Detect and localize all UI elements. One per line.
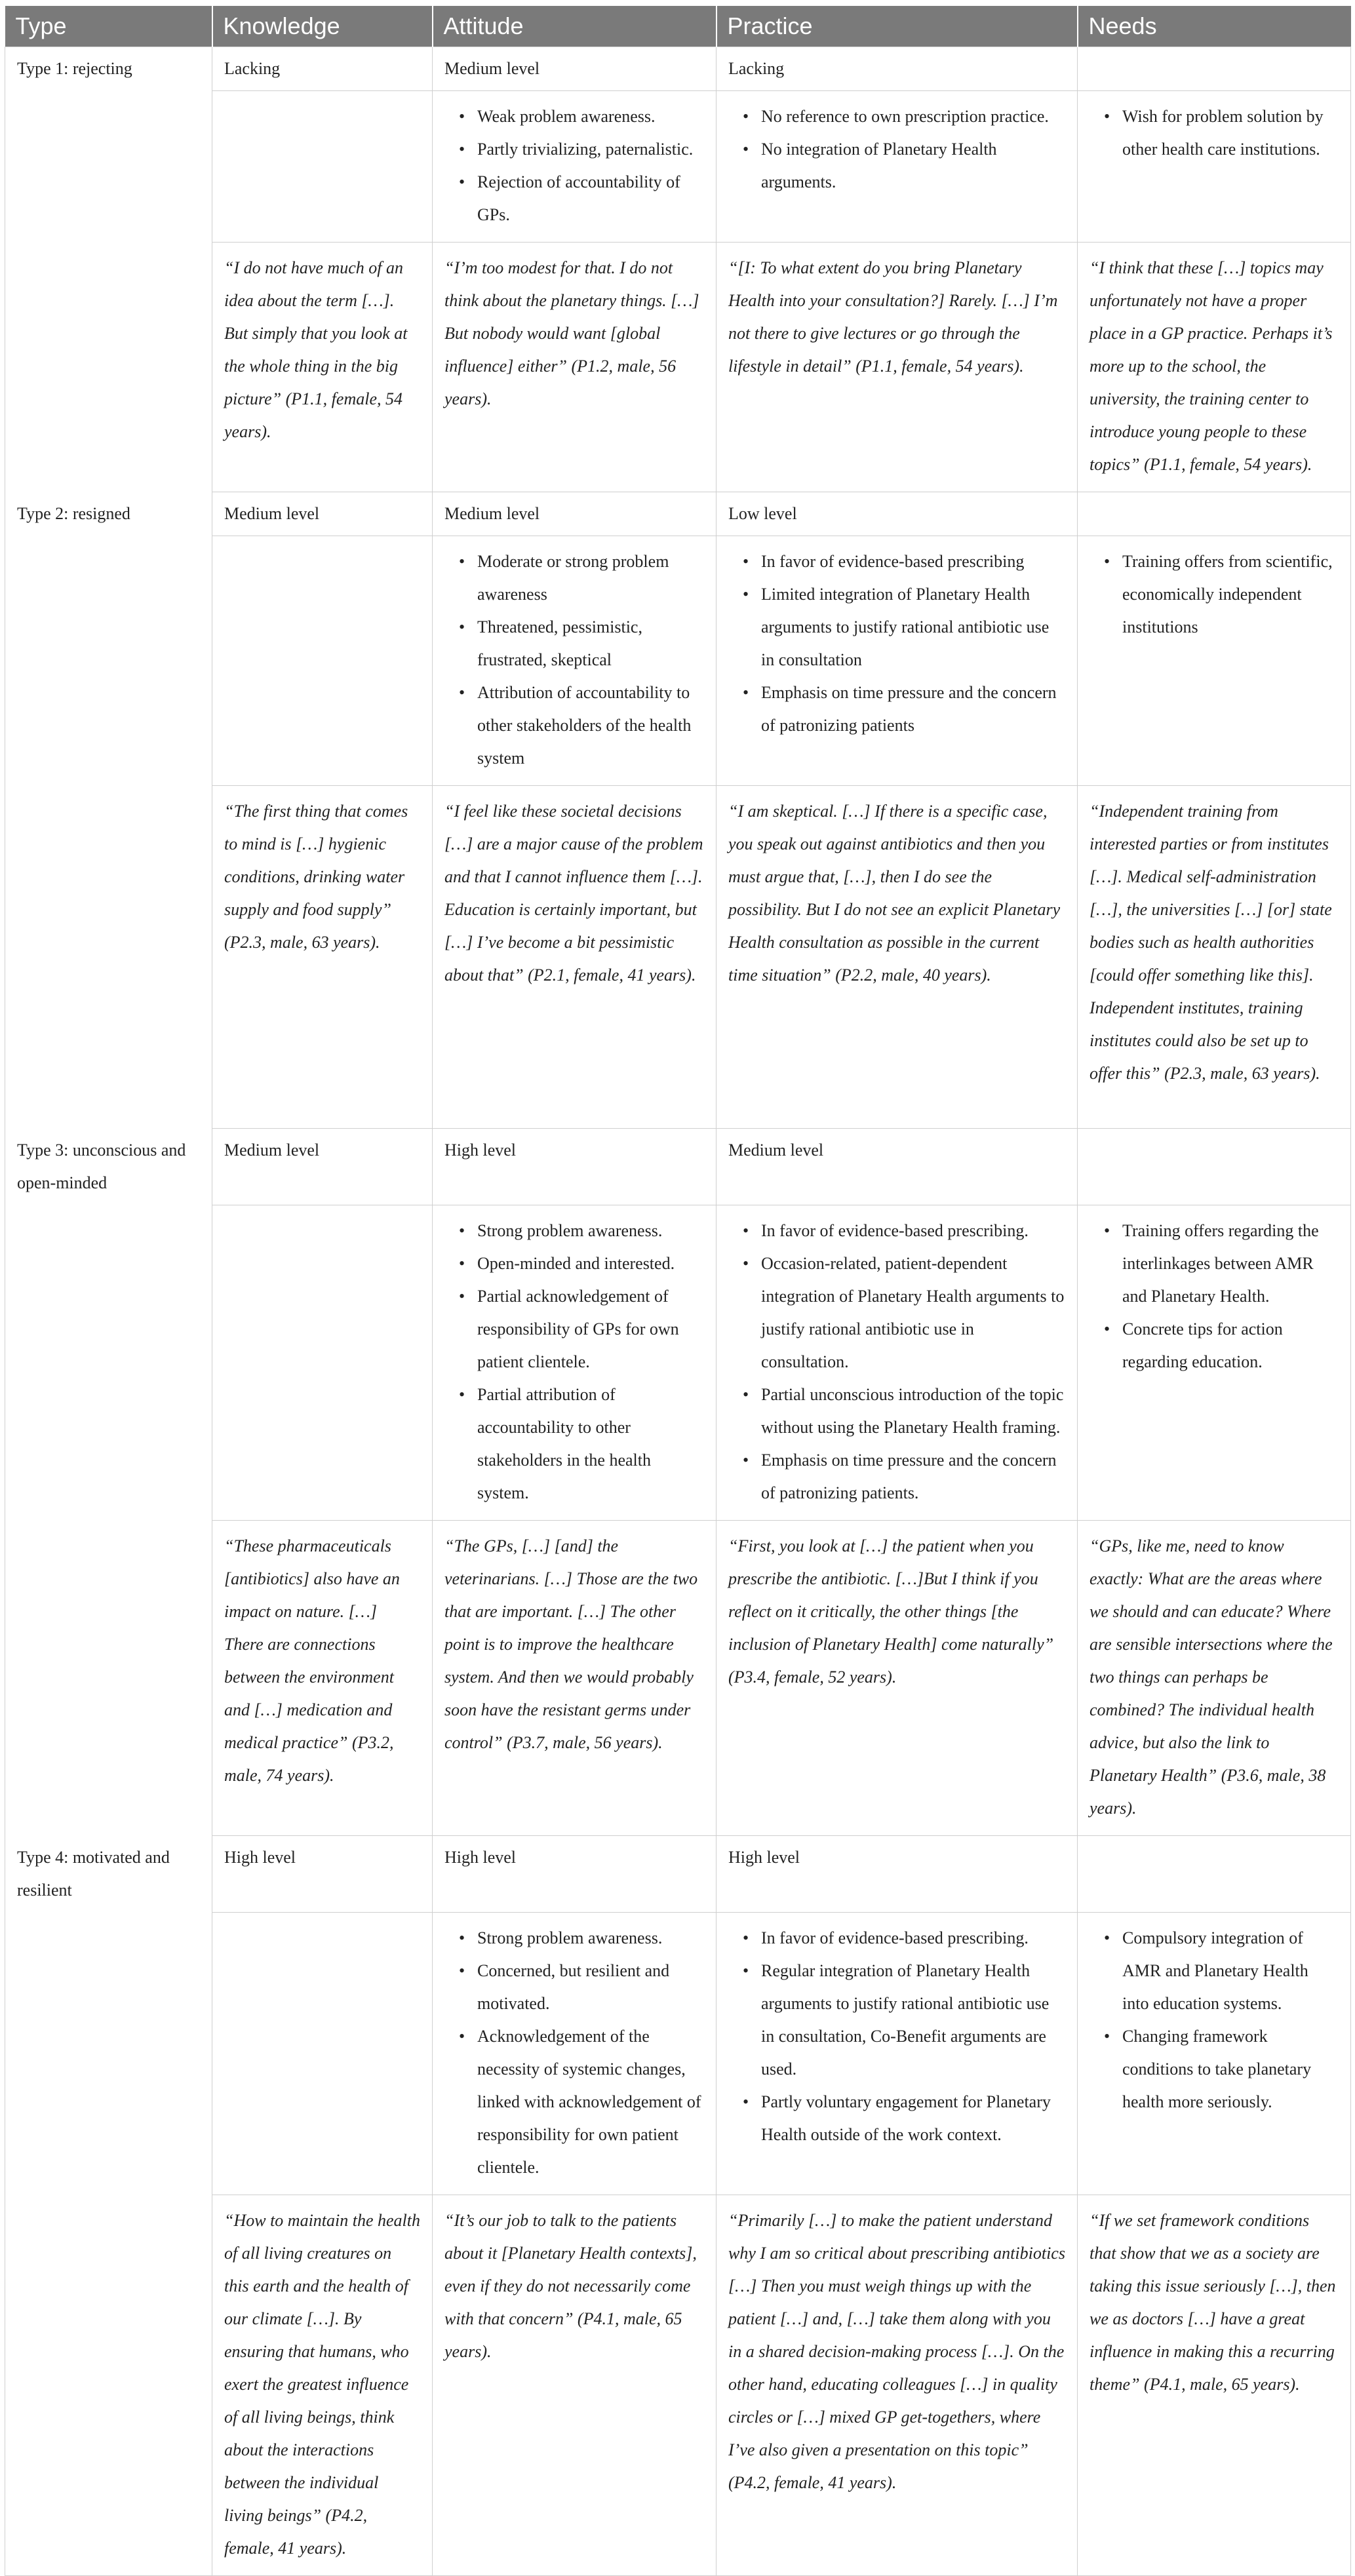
quote-cell-attitude: “It’s our job to talk to the patients about it [Planetary Health contexts], even if they do not necessarily come with that concern” (P4.1, male, 65 years). <box>433 2195 717 2575</box>
bullet-item: • Concerned, but resilient and motivated. <box>477 1955 704 2020</box>
quote-cell-knowledge: “These pharmaceuticals [antibiotics] also have an impact on nature. […] There are connections between the environment and […] medication and medical practice” (P3.2, male, 74 years). <box>212 1520 433 1835</box>
bullet-item: • Open-minded and interested. <box>477 1247 704 1280</box>
quote-cell-knowledge: “The first thing that comes to mind is […] hygienic conditions, drinking water supply and food supply” (P2.3, male, 63 years). <box>212 785 433 1128</box>
header-row <box>5 6 1351 47</box>
bullet-item: • Attribution of accountability to other stakeholders of the health system <box>477 676 704 775</box>
bullet-list <box>444 1215 704 1510</box>
type-spacer <box>5 536 212 785</box>
bullets-cell-practice <box>717 90 1078 242</box>
quote-cell-attitude: “I feel like these societal decisions […] are a major cause of the problem and that I cannot influence them […]. Education is certainly important, but […] I’ve become a bit pessimistic about that” (P2.1, female, 41 years). <box>433 785 717 1128</box>
bullets-row <box>5 1205 1351 1520</box>
bullet-item: • No reference to own prescription practice. <box>761 100 1065 133</box>
bullets-cell-attitude <box>433 1205 717 1520</box>
level-cell-attitude: Medium level <box>433 47 717 90</box>
bullets-row <box>5 90 1351 242</box>
bullets-row <box>5 536 1351 785</box>
bullet-list <box>728 545 1065 742</box>
level-cell-needs <box>1078 47 1351 90</box>
quote-cell-practice: “First, you look at […] the patient when you prescribe the antibiotic. […]But I think if you reflect on it critically, the other things [the inclusion of Planetary Health] come naturally” (P3.4, female, 52 years). <box>717 1520 1078 1835</box>
level-cell-knowledge: Lacking <box>212 47 433 90</box>
level-cell-attitude: High level <box>433 1835 717 1912</box>
bullet-item: • Partly voluntary engagement for Planetary Health outside of the work context. <box>761 2086 1065 2151</box>
bullets-cell-knowledge <box>212 90 433 242</box>
bullet-list <box>444 100 704 231</box>
level-cell-practice: Lacking <box>717 47 1078 90</box>
bullet-item: • Partial unconscious introduction of the topic without using the Planetary Health framing. <box>761 1378 1065 1444</box>
bullet-list <box>444 1922 704 2184</box>
bullet-item: • Training offers regarding the interlinkages between AMR and Planetary Health. <box>1122 1215 1339 1313</box>
bullets-cell-knowledge <box>212 536 433 785</box>
bullet-list <box>728 1215 1065 1510</box>
bullet-item: • In favor of evidence-based prescribing. <box>761 1922 1065 1955</box>
bullet-item: • Partial acknowledgement of responsibility of GPs for own patient clientele. <box>477 1280 704 1378</box>
bullet-item: • Emphasis on time pressure and the concern of patronizing patients. <box>761 1444 1065 1510</box>
quote-cell-needs: “I think that these […] topics may unfortunately not have a proper place in a GP practice. Perhaps it’s more up to the school, the university, the training center to introduce young people to these topics” (P1.1, female, 54 years). <box>1078 242 1351 492</box>
table-body <box>5 47 1351 2575</box>
level-cell-needs <box>1078 1835 1351 1912</box>
bullet-item: • Weak problem awareness. <box>477 100 704 133</box>
bullet-list <box>728 100 1065 199</box>
header-knowledge: Knowledge <box>212 6 433 47</box>
bullet-item: • Emphasis on time pressure and the concern of patronizing patients <box>761 676 1065 742</box>
bullets-cell-needs <box>1078 1912 1351 2195</box>
level-row <box>5 1128 1351 1205</box>
bullets-cell-needs <box>1078 536 1351 785</box>
bullet-item: • Strong problem awareness. <box>477 1215 704 1247</box>
type-name: Type 1: rejecting <box>5 47 212 90</box>
type-spacer <box>5 1912 212 2195</box>
bullet-item: • Partly trivializing, paternalistic. <box>477 133 704 166</box>
type-spacer <box>5 90 212 242</box>
quote-row <box>5 2195 1351 2575</box>
quote-cell-needs: “GPs, like me, need to know exactly: What are the areas where we should and can educate? Where are sensible intersections where the two things can perhaps be combined? The individual health advice, but also the link to Planetary Health” (P3.6, male, 38 years). <box>1078 1520 1351 1835</box>
level-cell-knowledge: High level <box>212 1835 433 1912</box>
quote-cell-practice: “I am skeptical. […] If there is a specific case, you speak out against antibiotics and then you must argue that, […], then I do see the possibility. But I do not see an explicit Planetary Health consultation as possible in the current time situation” (P2.2, male, 40 years). <box>717 785 1078 1128</box>
bullet-item: • In favor of evidence-based prescribing <box>761 545 1065 578</box>
bullet-item: • Strong problem awareness. <box>477 1922 704 1955</box>
bullets-cell-attitude <box>433 536 717 785</box>
bullet-item: • Limited integration of Planetary Health arguments to justify rational antibiotic use in consultation <box>761 578 1065 676</box>
level-cell-practice: High level <box>717 1835 1078 1912</box>
bullets-cell-practice <box>717 1912 1078 2195</box>
quote-cell-attitude: “I’m too modest for that. I do not think about the planetary things. […] But nobody would want [global influence] either” (P1.2, male, 56 years). <box>433 242 717 492</box>
bullets-cell-needs <box>1078 1205 1351 1520</box>
level-cell-needs <box>1078 1128 1351 1205</box>
table-header <box>5 6 1351 47</box>
bullet-item: • Partial attribution of accountability to other stakeholders in the health system. <box>477 1378 704 1510</box>
level-cell-attitude: High level <box>433 1128 717 1205</box>
bullets-cell-practice <box>717 1205 1078 1520</box>
bullets-cell-attitude <box>433 1912 717 2195</box>
quote-cell-practice: “Primarily […] to make the patient understand why I am so critical about prescribing antibiotics […] Then you must weigh things up with the patient […] and, […] take them along with you in a shared decision-making process […]. On the other hand, educating colleagues […] in quality circles or […] mixed GP get-togethers, where I’ve also given a presentation on this topic” (P4.2, female, 41 years). <box>717 2195 1078 2575</box>
bullet-item: • No integration of Planetary Health arguments. <box>761 133 1065 199</box>
bullets-cell-practice <box>717 536 1078 785</box>
type-spacer <box>5 242 212 492</box>
quote-cell-knowledge: “How to maintain the health of all living creatures on this earth and the health of our climate […]. By ensuring that humans, who exert the greatest influence of all living beings, think about the interactions between the individual living beings” (P4.2, female, 41 years). <box>212 2195 433 2575</box>
quote-row <box>5 1520 1351 1835</box>
type-name: Type 4: motivated and resilient <box>5 1835 212 1912</box>
level-cell-knowledge: Medium level <box>212 1128 433 1205</box>
bullet-item: • Occasion-related, patient-dependent integration of Planetary Health arguments to justify rational antibiotic use in consultation. <box>761 1247 1065 1378</box>
bullet-item: • Concrete tips for action regarding education. <box>1122 1313 1339 1378</box>
type-name: Type 3: unconscious and open-minded <box>5 1128 212 1205</box>
bullets-cell-needs <box>1078 90 1351 242</box>
bullet-item: • Moderate or strong problem awareness <box>477 545 704 611</box>
bullet-item: • Compulsory integration of AMR and Planetary Health into education systems. <box>1122 1922 1339 2020</box>
header-type: Type <box>5 6 212 47</box>
level-cell-needs <box>1078 492 1351 536</box>
bullets-cell-knowledge <box>212 1912 433 2195</box>
bullet-item: • Training offers from scientific, economically independent institutions <box>1122 545 1339 644</box>
bullet-list <box>1090 1215 1339 1378</box>
type-spacer <box>5 2195 212 2575</box>
bullet-item: • Acknowledgement of the necessity of systemic changes, linked with acknowledgement of responsibility for own patient clientele. <box>477 2020 704 2184</box>
typology-table <box>5 6 1351 2576</box>
header-practice: Practice <box>717 6 1078 47</box>
header-attitude: Attitude <box>433 6 717 47</box>
bullet-item: • In favor of evidence-based prescribing. <box>761 1215 1065 1247</box>
type-name: Type 2: resigned <box>5 492 212 536</box>
header-needs: Needs <box>1078 6 1351 47</box>
type-spacer <box>5 1520 212 1835</box>
quote-cell-needs: “Independent training from interested parties or from institutes […]. Medical self-administration […], the universities […] [or] state bodies such as health authorities [could offer something like this]. Independent institutes, training institutes could also be set up to offer this” (P2.3, male, 63 years). <box>1078 785 1351 1128</box>
quote-cell-needs: “If we set framework conditions that show that we as a society are taking this issue seriously […], then we as doctors […] have a great influence in making this a recurring theme” (P4.1, male, 65 years). <box>1078 2195 1351 2575</box>
bullets-row <box>5 1912 1351 2195</box>
level-cell-practice: Low level <box>717 492 1078 536</box>
bullet-item: • Regular integration of Planetary Health arguments to justify rational antibiotic use in consultation, Co-Benefit arguments are used. <box>761 1955 1065 2086</box>
level-row <box>5 492 1351 536</box>
quote-cell-practice: “[I: To what extent do you bring Planetary Health into your consultation?] Rarely. […] I’m not there to give lectures or go through the lifestyle in detail” (P1.1, female, 54 years). <box>717 242 1078 492</box>
bullet-list <box>728 1922 1065 2151</box>
type-spacer <box>5 785 212 1128</box>
bullet-item: • Changing framework conditions to take planetary health more seriously. <box>1122 2020 1339 2118</box>
bullet-list <box>1090 545 1339 644</box>
bullet-item: • Rejection of accountability of GPs. <box>477 166 704 231</box>
bullets-cell-knowledge <box>212 1205 433 1520</box>
bullet-item: • Wish for problem solution by other health care institutions. <box>1122 100 1339 166</box>
quote-cell-attitude: “The GPs, […] [and] the veterinarians. […] Those are the two that are important. […] The other point is to improve the healthcare system. And then we would probably soon have the resistant germs under control” (P3.7, male, 56 years). <box>433 1520 717 1835</box>
quote-cell-knowledge: “I do not have much of an idea about the term […]. But simply that you look at the whole thing in the big picture” (P1.1, female, 54 years). <box>212 242 433 492</box>
quote-row <box>5 242 1351 492</box>
bullet-list <box>444 545 704 775</box>
quote-row <box>5 785 1351 1128</box>
bullet-list <box>1090 1922 1339 2118</box>
level-row <box>5 1835 1351 1912</box>
level-cell-practice: Medium level <box>717 1128 1078 1205</box>
level-row <box>5 47 1351 90</box>
bullet-list <box>1090 100 1339 166</box>
level-cell-attitude: Medium level <box>433 492 717 536</box>
level-cell-knowledge: Medium level <box>212 492 433 536</box>
bullet-item: • Threatened, pessimistic, frustrated, skeptical <box>477 611 704 676</box>
bullets-cell-attitude <box>433 90 717 242</box>
type-spacer <box>5 1205 212 1520</box>
